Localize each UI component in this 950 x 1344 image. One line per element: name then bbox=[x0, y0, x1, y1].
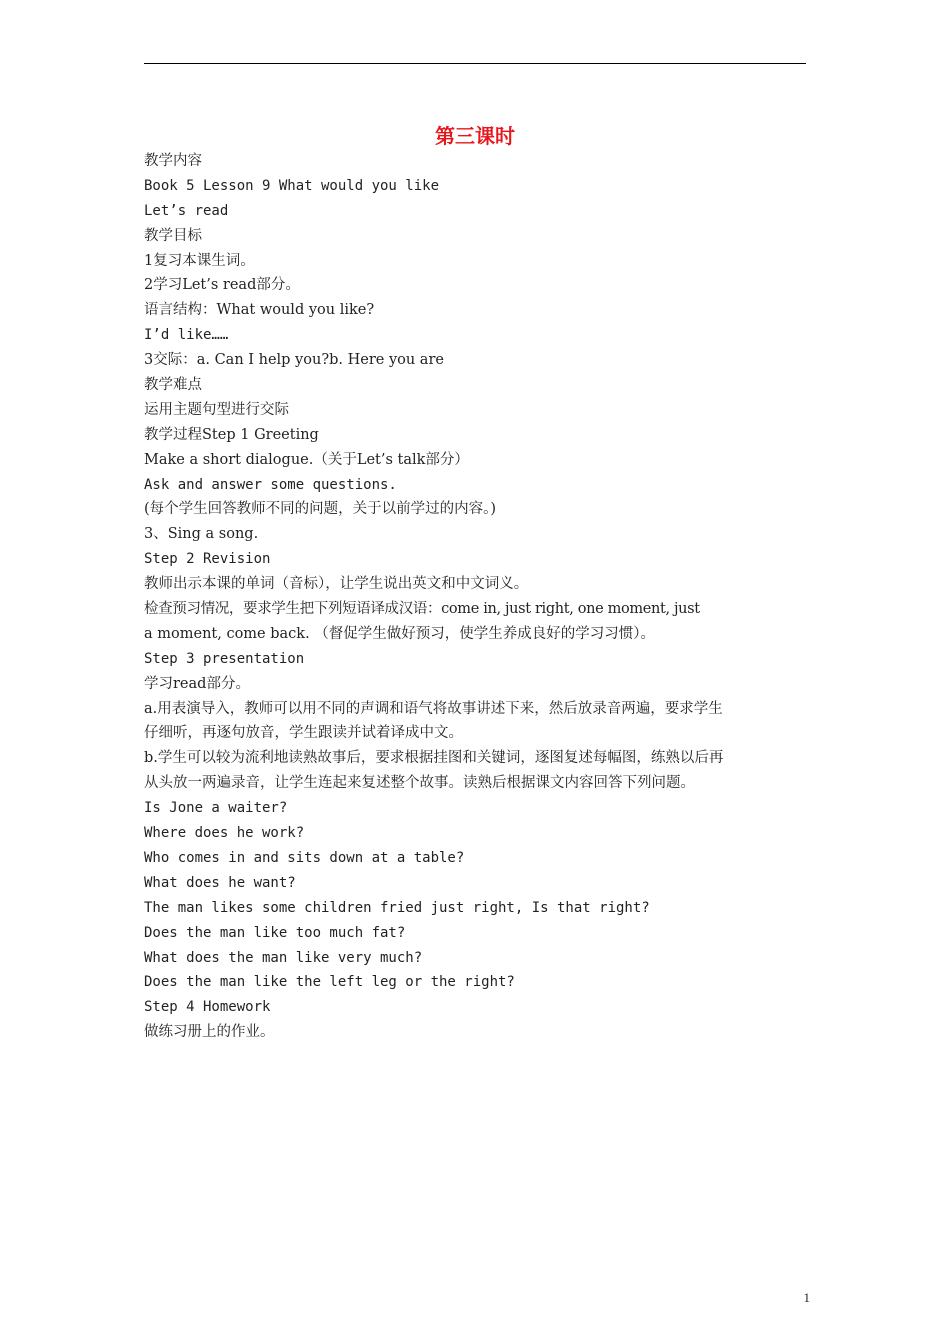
text-line: 1复习本课生词。 bbox=[144, 252, 255, 269]
lesson-body bbox=[144, 149, 808, 1045]
text-line: Make a short dialogue.（关于Let’s talk部分） bbox=[144, 451, 469, 468]
text-line: 教学过程Step 1 Greeting bbox=[144, 426, 319, 443]
lesson-title: 第三课时 bbox=[435, 124, 515, 148]
text-line: What does the man like very much? bbox=[144, 949, 423, 966]
text-line: Does the man like the left leg or the right? bbox=[144, 974, 515, 991]
text-line: The man likes some children fried just right, Is that right? bbox=[144, 899, 650, 916]
text-line: Step 3 presentation bbox=[144, 650, 305, 667]
text-line: Does the man like too much fat? bbox=[144, 924, 406, 941]
text-line: What does he want? bbox=[144, 874, 296, 891]
text-line: b.学生可以较为流利地读熟故事后，要求根据挂图和关键词，逐图复述每幅图，练熟以后再 bbox=[144, 750, 724, 767]
header-rule bbox=[144, 63, 806, 64]
text-line: 教学难点 bbox=[144, 377, 202, 394]
text-line: 运用主题句型进行交际 bbox=[144, 401, 289, 418]
text-line: Step 4 Homework bbox=[144, 999, 271, 1016]
text-line: 教师出示本课的单词（音标），让学生说出英文和中文词义。 bbox=[144, 576, 529, 593]
text-line: Who comes in and sits down at a table? bbox=[144, 849, 465, 866]
text-line: I’d like…… bbox=[144, 327, 229, 344]
text-line: 检查预习情况，要求学生把下列短语译成汉语：come in, just right, one moment, just bbox=[144, 601, 700, 618]
text-line: 语言结构：What would you like? bbox=[144, 302, 375, 319]
text-line: 仔细听，再逐句放音，学生跟读并试着译成中文。 bbox=[144, 725, 463, 742]
text-line: 从头放一两遍录音，让学生连起来复述整个故事。读熟后根据课文内容回答下列问题。 bbox=[144, 775, 695, 792]
text-line: 教学目标 bbox=[144, 227, 202, 244]
text-line: a.用表演导入，教师可以用不同的声调和语气将故事讲述下来，然后放录音两遍，要求学生 bbox=[144, 700, 723, 717]
text-line: 3交际：a. Can I help you?b. Here you are bbox=[144, 352, 444, 369]
text-line: 学习read部分。 bbox=[144, 675, 250, 692]
text-line: a moment, come back. （督促学生做好预习，使学生养成良好的学习习惯）。 bbox=[144, 625, 656, 642]
text-line: Is Jone a waiter? bbox=[144, 800, 288, 817]
text-line: 教学内容 bbox=[144, 153, 202, 169]
text-line: 3、Sing a song. bbox=[144, 526, 259, 543]
text-line: (每个学生回答教师不同的问题，关于以前学过的内容。) bbox=[144, 501, 497, 518]
text-line: Let’s read bbox=[144, 202, 229, 219]
text-line: Where does he work? bbox=[144, 825, 305, 842]
text-line: 做练习册上的作业。 bbox=[144, 1024, 275, 1041]
page-number: 1 bbox=[803, 1290, 810, 1305]
text-line: Ask and answer some questions. bbox=[144, 476, 397, 493]
text-line: Book 5 Lesson 9 What would you like bbox=[144, 177, 440, 194]
text-line: Step 2 Revision bbox=[144, 551, 271, 568]
text-line: 2学习Let’s read部分。 bbox=[144, 277, 300, 294]
